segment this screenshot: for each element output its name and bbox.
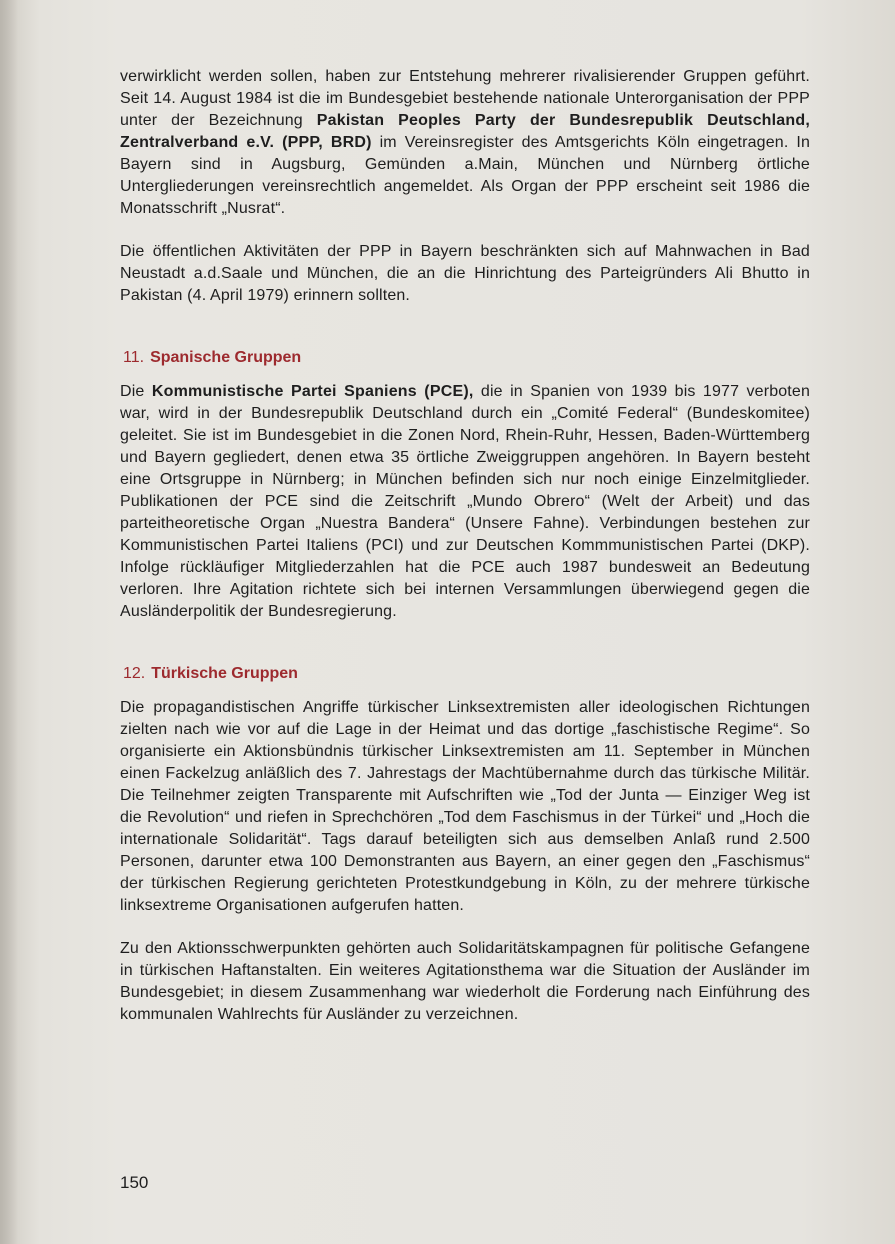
paragraph (120, 381, 810, 623)
text-run: Zu den Aktionsschwerpunkten gehörten auch Solidaritätskampagnen für politische Gefangene in türkischen Haftanstalten. Ein weiteres Agitationsthema war die Situation der Ausländer im Bundesgebiet; in diesem Zusammenhang war wiederholt die Forderung nach Einführung des kommunalen Wahlrechts für Ausländer zu verzeichnen. (120, 940, 810, 1023)
paragraph (120, 66, 810, 220)
page-number: 150 (120, 1173, 149, 1192)
section-number: 12. (123, 665, 146, 682)
section-heading (123, 663, 810, 685)
page-edge-shadow (0, 0, 18, 1244)
text-run: im Vereinsregister des Amtsgerichts Köln eingetragen. In Bayern sind in Augsburg, Gemünden a.Main, München und Nürnberg örtliche Untergliederungen vereinsrechtlich angemeldet. Als Organ der PPP erscheint seit 1986 die Monatsschrift „Nusrat“. (120, 134, 810, 217)
paragraph (120, 697, 810, 917)
section-number: 11. (123, 349, 145, 366)
paragraph (120, 241, 810, 307)
section-title: Türkische Gruppen (151, 665, 298, 682)
text-run: Die (120, 383, 152, 400)
bold-text: Kommunistische Partei Spaniens (PCE), (151, 383, 474, 400)
page-body (120, 66, 810, 1047)
bold-text: Pakistan Peoples Party der Bundesrepublik Deutschland, Zentralverband e.V. (PPP, BRD) (120, 112, 810, 151)
text-run: die in Spanien von 1939 bis 1977 verboten war, wird in der Bundesrepublik Deutschland durch ein „Comité Federal“ (Bundeskomitee) geleitet. Sie ist im Bundesgebiet in die Zonen Nord, Rhein-Ruhr, Hessen, Baden-Württemberg und Bayern gegliedert, denen etwa 35 örtliche Zweiggruppen angehören. In Bayern besteht eine Ortsgruppe in Nürnberg; in München befinden sich nur noch einige Einzelmitglieder. Publikationen der PCE sind die Zeitschrift „Mundo Obrero“ (Welt der Arbeit) und das parteitheoretische Organ „Nuestra Bandera“ (Unsere Fahne). Verbindungen bestehen zur Kommunistischen Partei Italiens (PCI) und zur Deutschen Kommmunistischen Partei (DKP). Infolge rückläufiger Mitgliederzahlen hat die PCE auch 1987 bundesweit an Bedeutung verloren. Ihre Agitation richtete sich bei internen Versammlungen überwiegend gegen die Ausländerpolitik der Bundesregierung. (120, 383, 810, 620)
paragraph (120, 938, 810, 1026)
text-run: Die propagandistischen Angriffe türkischer Linksextremisten aller ideologischen Richtungen zielten nach wie vor auf die Lage in der Heimat und das dortige „faschistische Regime“. So organisierte ein Aktionsbündnis türkischer Linksextremisten am 11. September in München einen Fackelzug anläßlich des 7. Jahrestags der Machtübernahme durch das türkische Militär. Die Teilnehmer zeigten Transparente mit Aufschriften wie „Tod der Junta — Einziger Weg ist die Revolution“ und riefen in Sprechchören „Tod dem Faschismus in der Türkei“ und „Hoch die internationale Solidarität“. Tags darauf beteiligten sich aus demselben Anlaß rund 2.500 Personen, darunter etwa 100 Demonstranten aus Bayern, an einer gegen den „Faschismus“ der türkischen Regierung gerichteten Protestkundgebung in Köln, zu der mehrere türkische linksextreme Organisationen aufgerufen hatten. (120, 699, 810, 914)
text-run: verwirklicht werden sollen, haben zur Entstehung mehrerer rivalisierender Gruppen geführt. Seit 14. August 1984 ist die im Bundesgebiet bestehende nationale Unterorganisation der PPP unter der Bezeichnung (120, 68, 810, 129)
text-run: Die öffentlichen Aktivitäten der PPP in Bayern beschränkten sich auf Mahnwachen in Bad Neustadt a.d.Saale und München, die an die Hinrichtung des Parteigründers Ali Bhutto in Pakistan (4. April 1979) erinnern sollten. (120, 243, 810, 304)
section-heading (123, 347, 810, 369)
section-title: Spanische Gruppen (150, 349, 302, 366)
